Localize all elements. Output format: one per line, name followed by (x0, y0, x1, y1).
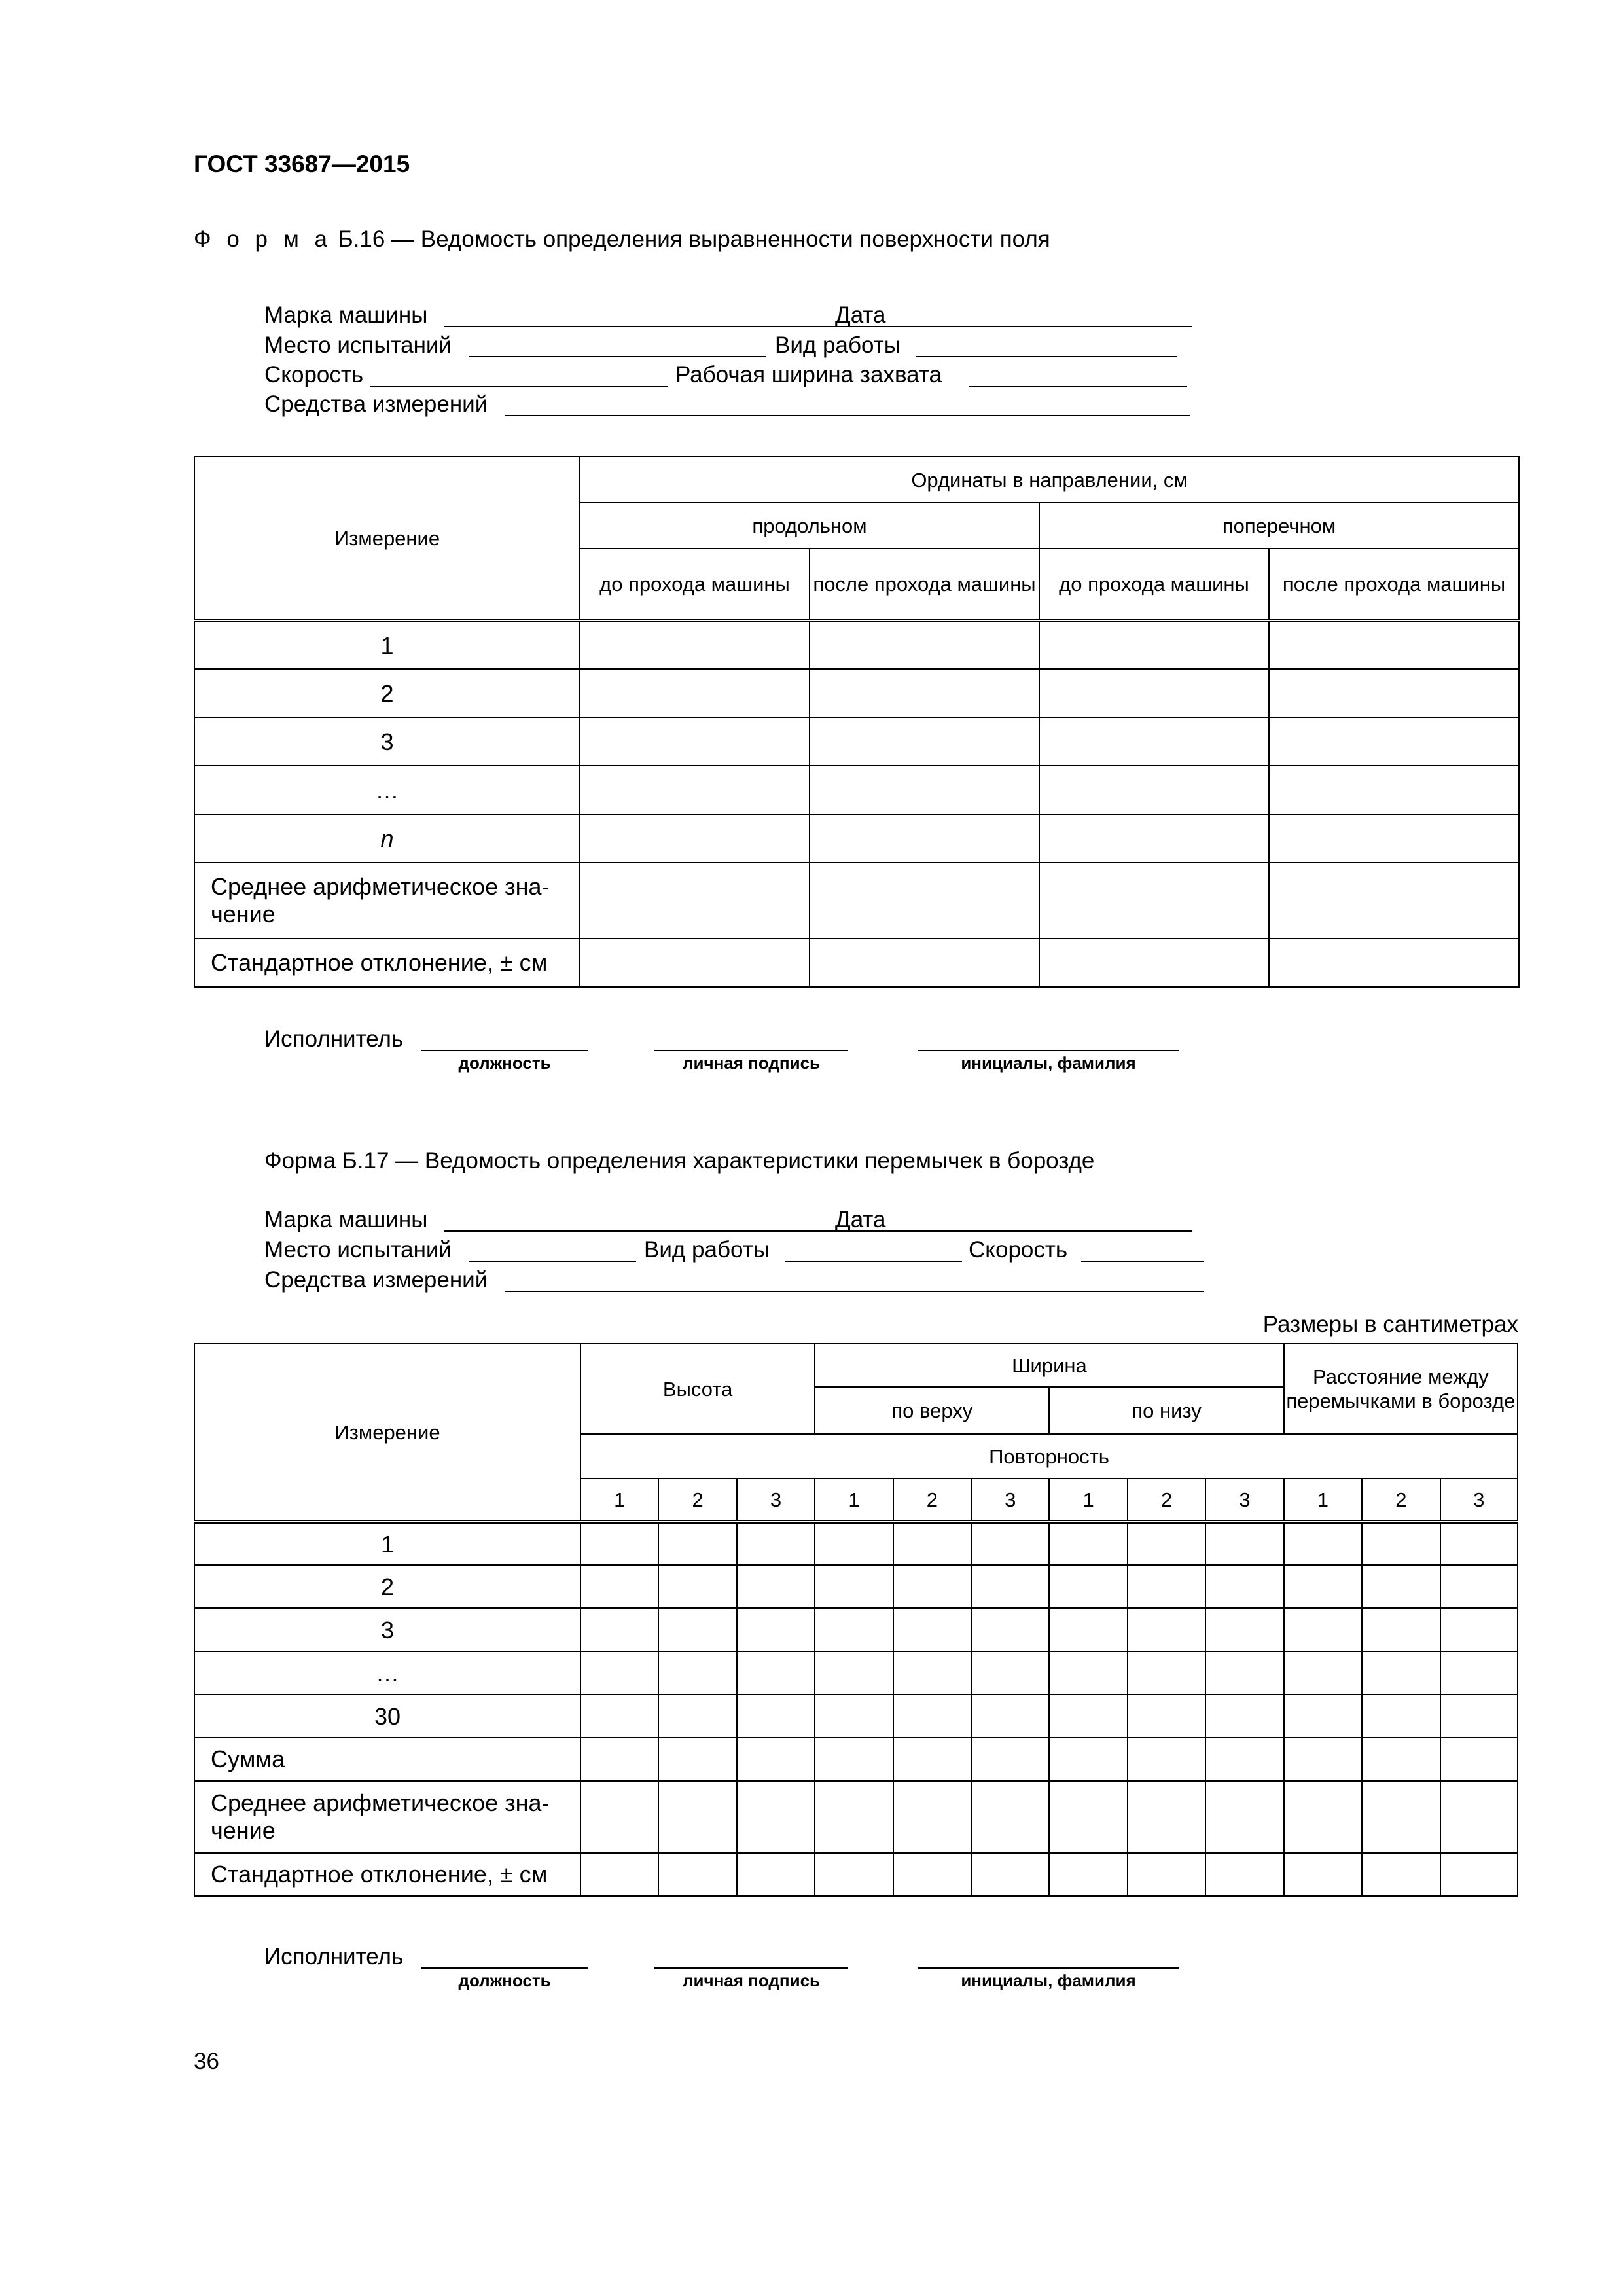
table-cell[interactable] (815, 1738, 893, 1781)
row-label-std: Стандартное отклонение, ± см (194, 1853, 580, 1896)
signature-line-name[interactable] (918, 1050, 1179, 1051)
field-label-skorost: Скорость (264, 362, 364, 387)
table-cell[interactable] (810, 814, 1039, 863)
table-cell[interactable] (815, 1522, 893, 1565)
form16-row-mesto (264, 331, 1246, 360)
table-cell[interactable] (580, 1695, 658, 1738)
form17-table (194, 1343, 1518, 1897)
table-cell[interactable] (1362, 1565, 1440, 1608)
table-row (194, 1738, 1518, 1781)
table-cell[interactable] (1205, 1738, 1283, 1781)
table-cell[interactable] (658, 1853, 736, 1896)
table-cell[interactable] (1128, 1608, 1205, 1651)
table-row (194, 1608, 1518, 1651)
table-cell[interactable] (580, 766, 810, 814)
table-cell[interactable] (658, 1738, 736, 1781)
table-cell[interactable] (971, 1522, 1049, 1565)
table-cell[interactable] (1049, 1695, 1127, 1738)
signature-line-signature[interactable] (654, 1967, 848, 1969)
caption-position: должность (458, 1053, 551, 1073)
table-row (194, 1853, 1518, 1896)
row-label: 30 (194, 1695, 580, 1738)
form16-title-text: Б.16 — Ведомость определения выравненности поверхности поля (331, 226, 1050, 252)
table-cell[interactable] (1269, 814, 1519, 863)
header-height: Высота (580, 1344, 815, 1434)
table-cell[interactable] (893, 1651, 971, 1695)
row-label-std: Стандартное отклонение, ± см (194, 939, 580, 987)
form16-title-prefix: Ф о р м а (194, 226, 332, 252)
table-cell[interactable] (810, 939, 1039, 987)
table-row (194, 863, 1519, 939)
table-cell[interactable] (1440, 1608, 1518, 1651)
field-line-shirina[interactable] (969, 386, 1187, 387)
table-cell[interactable] (810, 620, 1039, 669)
signature-line-name[interactable] (918, 1967, 1179, 1969)
field-line-skorost[interactable] (1081, 1261, 1204, 1262)
table-cell[interactable] (1284, 1522, 1362, 1565)
field-label-shirina: Рабочая ширина захвата (675, 362, 942, 387)
table-row (194, 814, 1519, 863)
table-cell[interactable] (1269, 669, 1519, 717)
field-line-data[interactable] (894, 1230, 1192, 1232)
table-cell[interactable] (1440, 1781, 1518, 1853)
table-cell[interactable] (1362, 1651, 1440, 1695)
table-cell[interactable] (971, 1651, 1049, 1695)
header-before-trans: до прохода машины (1039, 548, 1269, 620)
table-row (194, 717, 1519, 766)
row-label-mean: Среднее арифметическое зна-чение (194, 1781, 580, 1853)
table-cell[interactable] (810, 669, 1039, 717)
table-cell[interactable] (1128, 1565, 1205, 1608)
repeat-number: 2 (1128, 1479, 1205, 1522)
table-cell[interactable] (1269, 717, 1519, 766)
signature-line-position[interactable] (421, 1050, 588, 1051)
table-cell[interactable] (658, 1565, 736, 1608)
row-label: … (194, 1651, 580, 1695)
signature-line-position[interactable] (421, 1967, 588, 1969)
row-label: 3 (194, 717, 580, 766)
table-cell[interactable] (1284, 1608, 1362, 1651)
table-cell[interactable] (1039, 717, 1269, 766)
row-label: 3 (194, 1608, 580, 1651)
table-cell[interactable] (658, 1651, 736, 1695)
table-cell[interactable] (1039, 863, 1269, 939)
table-cell[interactable] (580, 814, 810, 863)
repeat-number: 1 (1049, 1479, 1127, 1522)
caption-position: должность (458, 1971, 551, 1990)
table-cell[interactable] (893, 1565, 971, 1608)
table-cell[interactable] (1128, 1695, 1205, 1738)
executor-label: Исполнитель (264, 1944, 404, 1969)
units-note: Размеры в сантиметрах (1262, 1312, 1518, 1337)
table-cell[interactable] (1284, 1565, 1362, 1608)
repeat-number: 1 (1284, 1479, 1362, 1522)
repeat-number: 3 (1205, 1479, 1283, 1522)
table-cell[interactable] (815, 1651, 893, 1695)
table-cell[interactable] (580, 1781, 658, 1853)
caption-signature: личная подпись (682, 1053, 821, 1073)
caption-name: инициалы, фамилия (961, 1971, 1136, 1990)
row-label-mean: Среднее арифметическое зна-чение (194, 863, 580, 939)
table-cell[interactable] (1049, 1522, 1127, 1565)
table-cell[interactable] (737, 1522, 815, 1565)
form17-row-mesto (264, 1236, 1246, 1265)
table-cell[interactable] (1205, 1853, 1283, 1896)
field-label-vid: Вид работы (775, 332, 901, 358)
table-cell[interactable] (815, 1608, 893, 1651)
table-cell[interactable] (1440, 1651, 1518, 1695)
executor-label: Исполнитель (264, 1026, 404, 1052)
table-cell[interactable] (1269, 939, 1519, 987)
table-row (194, 1522, 1518, 1565)
table-cell[interactable] (1269, 620, 1519, 669)
table-cell[interactable] (971, 1738, 1049, 1781)
table-cell[interactable] (580, 863, 810, 939)
table-cell[interactable] (815, 1781, 893, 1853)
form17-row-marka (264, 1206, 1246, 1234)
table-row (194, 1781, 1518, 1853)
table-cell[interactable] (737, 1781, 815, 1853)
caption-signature: личная подпись (682, 1971, 821, 1990)
row-label: 2 (194, 669, 580, 717)
table-cell[interactable] (815, 1565, 893, 1608)
table-cell[interactable] (1128, 1651, 1205, 1695)
table-cell[interactable] (1205, 1565, 1283, 1608)
header-repeatability: Повторность (580, 1434, 1518, 1479)
field-line-data[interactable] (894, 326, 1192, 327)
table-cell[interactable] (658, 1781, 736, 1853)
row-label: n (194, 814, 580, 863)
table-row (194, 939, 1519, 987)
table-cell[interactable] (1128, 1853, 1205, 1896)
table-cell[interactable] (580, 669, 810, 717)
header-after-trans: после прохода машины (1269, 548, 1519, 620)
caption-name: инициалы, фамилия (961, 1053, 1136, 1073)
row-label: … (194, 766, 580, 814)
table-cell[interactable] (580, 717, 810, 766)
field-line-sredstva[interactable] (505, 1291, 1204, 1292)
header-after-long: после прохода машины (810, 548, 1039, 620)
table-cell[interactable] (580, 939, 810, 987)
field-label-mesto: Место испытаний (264, 332, 452, 358)
table-cell[interactable] (1362, 1522, 1440, 1565)
table-cell[interactable] (737, 1853, 815, 1896)
table-cell[interactable] (971, 1781, 1049, 1853)
table-cell[interactable] (658, 1608, 736, 1651)
header-width-top: по верху (815, 1387, 1049, 1434)
field-line-vid[interactable] (916, 356, 1177, 357)
table-cell[interactable] (580, 1522, 658, 1565)
table-cell[interactable] (1049, 1608, 1127, 1651)
header-transverse: поперечном (1039, 503, 1519, 548)
form16-row-sredstva (264, 390, 1246, 419)
field-label-vid: Вид работы (644, 1237, 770, 1263)
table-cell[interactable] (1362, 1608, 1440, 1651)
field-label-data: Дата (835, 1207, 886, 1232)
header-distance: Расстояние между перемычками в борозде (1284, 1344, 1518, 1434)
repeat-number: 3 (1440, 1479, 1518, 1522)
table-cell[interactable] (580, 620, 810, 669)
repeat-number: 2 (893, 1479, 971, 1522)
table-cell[interactable] (737, 1651, 815, 1695)
field-line-skorost[interactable] (370, 386, 668, 387)
table-cell[interactable] (1205, 1651, 1283, 1695)
table-cell[interactable] (893, 1853, 971, 1896)
table-cell[interactable] (1039, 814, 1269, 863)
table-cell[interactable] (1205, 1781, 1283, 1853)
field-line-mesto[interactable] (469, 356, 766, 357)
table-cell[interactable] (893, 1522, 971, 1565)
header-measure: Измерение (194, 457, 580, 620)
table-cell[interactable] (810, 766, 1039, 814)
field-label-skorost: Скорость (969, 1237, 1068, 1263)
header-width: Ширина (815, 1344, 1283, 1387)
table-cell[interactable] (1039, 939, 1269, 987)
field-label-sredstva: Средства измерений (264, 391, 488, 417)
table-cell[interactable] (893, 1781, 971, 1853)
header-measure: Измерение (194, 1344, 580, 1522)
table-cell[interactable] (580, 1608, 658, 1651)
table-row (194, 620, 1519, 669)
table-row (194, 766, 1519, 814)
table-cell[interactable] (815, 1695, 893, 1738)
document-header: ГОСТ 33687—2015 (194, 151, 410, 177)
field-line-vid[interactable] (785, 1261, 962, 1262)
table-cell[interactable] (1039, 620, 1269, 669)
row-label-sum: Сумма (194, 1738, 580, 1781)
table-cell[interactable] (1284, 1651, 1362, 1695)
field-label-data: Дата (835, 302, 886, 328)
table-cell[interactable] (658, 1695, 736, 1738)
table-cell[interactable] (971, 1853, 1049, 1896)
table-cell[interactable] (1362, 1853, 1440, 1896)
table-cell[interactable] (1205, 1608, 1283, 1651)
table-cell[interactable] (580, 1738, 658, 1781)
repeat-number: 2 (658, 1479, 736, 1522)
table-cell[interactable] (1039, 766, 1269, 814)
table-cell[interactable] (1128, 1781, 1205, 1853)
field-label-marka: Марка машины (264, 1207, 428, 1232)
table-cell[interactable] (815, 1853, 893, 1896)
table-cell[interactable] (1284, 1781, 1362, 1853)
table-cell[interactable] (893, 1738, 971, 1781)
table-cell[interactable] (893, 1695, 971, 1738)
table-cell[interactable] (580, 1651, 658, 1695)
table-cell[interactable] (1440, 1738, 1518, 1781)
repeat-number: 1 (580, 1479, 658, 1522)
signature-line-signature[interactable] (654, 1050, 848, 1051)
field-line-mesto[interactable] (469, 1261, 636, 1262)
row-label: 1 (194, 620, 580, 669)
table-cell[interactable] (810, 717, 1039, 766)
table-cell[interactable] (737, 1608, 815, 1651)
table-cell[interactable] (1269, 863, 1519, 939)
repeat-number: 2 (1362, 1479, 1440, 1522)
header-before-long: до прохода машины (580, 548, 810, 620)
repeat-number: 3 (971, 1479, 1049, 1522)
table-cell[interactable] (971, 1695, 1049, 1738)
table-row (194, 1565, 1518, 1608)
field-line-sredstva[interactable] (505, 415, 1190, 416)
table-cell[interactable] (1039, 669, 1269, 717)
table-row (194, 1651, 1518, 1695)
table-cell[interactable] (1440, 1853, 1518, 1896)
form17-title: Форма Б.17 — Ведомость определения характеристики перемычек в борозде (264, 1148, 1095, 1174)
table-cell[interactable] (1049, 1853, 1127, 1896)
table-cell[interactable] (971, 1608, 1049, 1651)
table-cell[interactable] (1049, 1738, 1127, 1781)
field-label-marka: Марка машины (264, 302, 428, 328)
table-cell[interactable] (971, 1565, 1049, 1608)
table-cell[interactable] (1440, 1695, 1518, 1738)
header-longitudinal: продольном (580, 503, 1039, 548)
table-cell[interactable] (810, 863, 1039, 939)
repeat-number: 1 (815, 1479, 893, 1522)
table-cell[interactable] (1049, 1651, 1127, 1695)
table-cell[interactable] (580, 1853, 658, 1896)
header-width-bottom: по низу (1049, 1387, 1283, 1434)
form16-row-skorost (264, 361, 1246, 389)
table-row (194, 669, 1519, 717)
table-row (194, 1695, 1518, 1738)
repeat-number: 3 (737, 1479, 815, 1522)
table-cell[interactable] (1269, 766, 1519, 814)
form16-row-marka (264, 301, 1246, 330)
table-cell[interactable] (1284, 1853, 1362, 1896)
header-ordinates: Ординаты в направлении, см (580, 457, 1519, 503)
table-cell[interactable] (1284, 1695, 1362, 1738)
row-label: 2 (194, 1565, 580, 1608)
field-label-sredstva: Средства измерений (264, 1267, 488, 1293)
table-cell[interactable] (737, 1738, 815, 1781)
table-cell[interactable] (893, 1608, 971, 1651)
row-label: 1 (194, 1522, 580, 1565)
table-cell[interactable] (1284, 1738, 1362, 1781)
form16-title (194, 225, 1050, 254)
table-cell[interactable] (580, 1565, 658, 1608)
table-cell[interactable] (1440, 1522, 1518, 1565)
table-cell[interactable] (737, 1695, 815, 1738)
table-cell[interactable] (1128, 1522, 1205, 1565)
table-cell[interactable] (1362, 1738, 1440, 1781)
table-cell[interactable] (658, 1522, 736, 1565)
table-cell[interactable] (1049, 1781, 1127, 1853)
table-cell[interactable] (1362, 1695, 1440, 1738)
table-cell[interactable] (1205, 1695, 1283, 1738)
table-cell[interactable] (1362, 1781, 1440, 1853)
form17-row-sredstva (264, 1266, 1246, 1295)
table-cell[interactable] (737, 1565, 815, 1608)
page-number: 36 (194, 2049, 219, 2074)
table-cell[interactable] (1049, 1565, 1127, 1608)
form16-table (194, 456, 1520, 988)
field-label-mesto: Место испытаний (264, 1237, 452, 1263)
table-cell[interactable] (1440, 1565, 1518, 1608)
table-cell[interactable] (1128, 1738, 1205, 1781)
table-cell[interactable] (1205, 1522, 1283, 1565)
